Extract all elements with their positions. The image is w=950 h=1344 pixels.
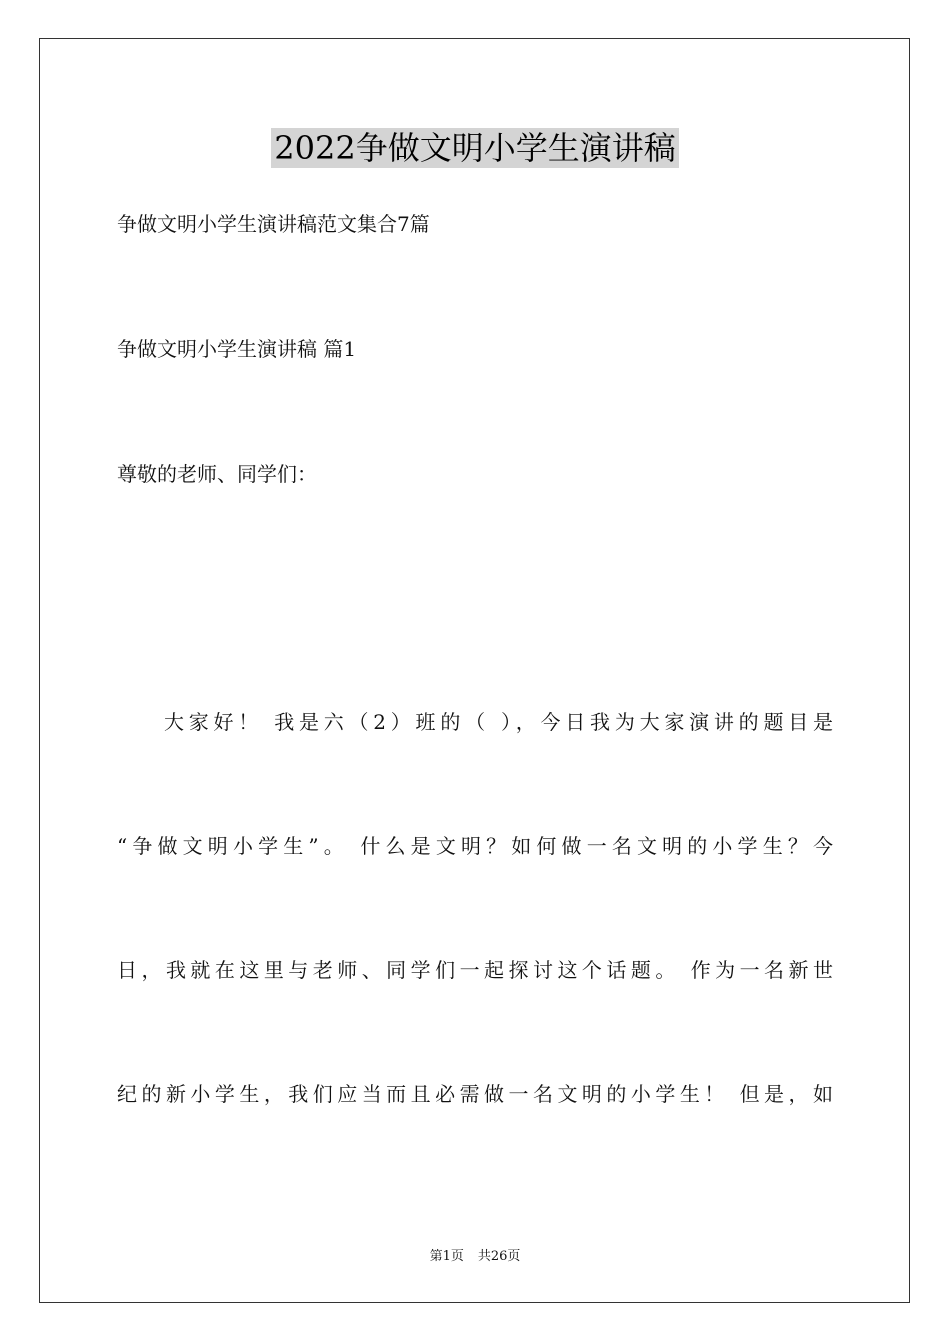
body-line-3: 日，我就在这里与老师、同学们一起探讨这个话题。 作为一名新世 xyxy=(117,958,833,982)
salutation: 尊敬的老师、同学们： xyxy=(117,462,317,486)
section-heading: 争做文明小学生演讲稿 篇1 xyxy=(117,337,357,361)
body-line-1: 大家好！ 我是六（2）班的（ ），今日我为大家演讲的题目是 xyxy=(164,710,833,734)
page-number-total: 共26页 xyxy=(477,1249,521,1264)
body-line-4: 纪的新小学生，我们应当而且必需做一名文明的小学生！ 但是，如 xyxy=(117,1082,833,1106)
document-subtitle: 争做文明小学生演讲稿范文集合7篇 xyxy=(117,212,430,236)
page-number-current: 第1页 xyxy=(429,1249,464,1264)
title-container xyxy=(0,128,950,168)
page-footer xyxy=(0,1248,950,1266)
document-title: 2022争做文明小学生演讲稿 xyxy=(271,128,678,168)
body-line-2: “争做文明小学生”。 什么是文明？如何做一名文明的小学生？今 xyxy=(117,834,833,858)
